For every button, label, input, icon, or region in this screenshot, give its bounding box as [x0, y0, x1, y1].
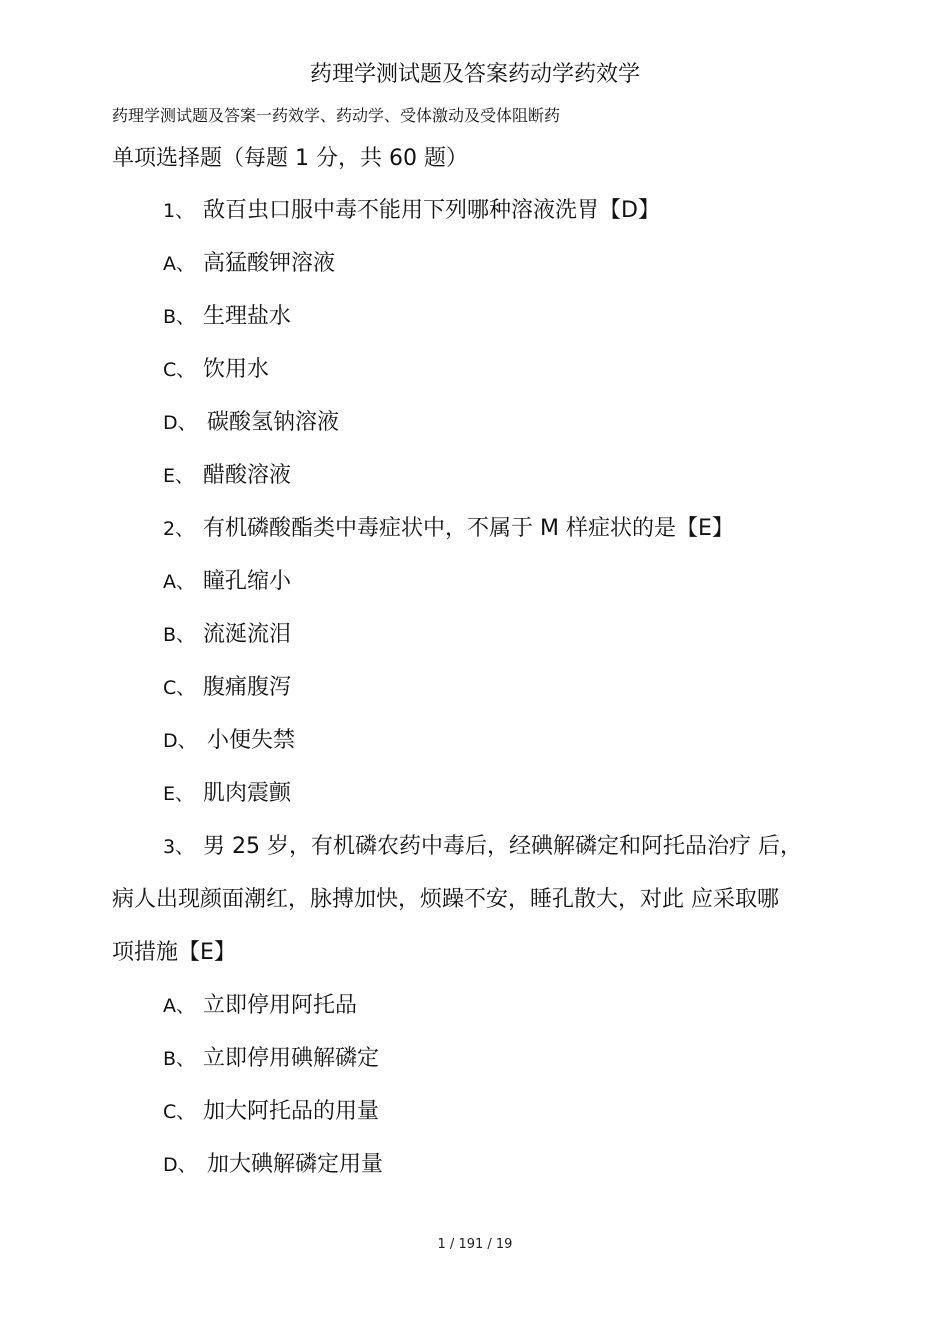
option-text: 加大阿托品的用量 — [203, 1099, 380, 1124]
option-letter: C、 — [163, 1101, 196, 1123]
question-number: 1、 — [163, 200, 195, 222]
question-1 — [163, 196, 660, 226]
question-number: 3、 — [163, 836, 195, 858]
option-letter: D、 — [163, 412, 197, 434]
option-letter: D、 — [163, 730, 197, 752]
option-2d — [163, 726, 295, 756]
option-2c — [163, 673, 291, 703]
question-text: 敌百虫口服中毒不能用下列哪种溶液洗胃【D】 — [203, 198, 660, 223]
option-text: 瞳孔缩小 — [203, 569, 292, 594]
question-text: 有机磷酸酯类中毒症状中，不属于 M 样症状的是【E】 — [203, 516, 734, 541]
option-text: 小便失禁 — [207, 728, 296, 753]
option-3c — [163, 1097, 379, 1127]
option-1a — [163, 249, 335, 279]
option-3d — [163, 1150, 383, 1180]
question-3 — [163, 832, 802, 862]
option-letter: C、 — [163, 677, 196, 699]
option-text: 碳酸氢钠溶液 — [207, 410, 340, 435]
option-letter: A、 — [163, 571, 195, 593]
question-text-line-1: 男 25 岁，有机磷农药中毒后，经碘解磷定和阿托品治疗 后， — [203, 834, 802, 859]
option-text: 生理盐水 — [203, 304, 292, 329]
option-1e — [163, 461, 291, 491]
page-number: 1 / 191 / 19 — [437, 1237, 513, 1252]
option-letter: B、 — [163, 1048, 196, 1070]
option-letter: C、 — [163, 359, 196, 381]
option-3a — [163, 991, 357, 1021]
option-letter: A、 — [163, 995, 195, 1017]
section-heading: 单项选择题（每题 1 分，共 60 题） — [112, 146, 468, 171]
option-text: 肌肉震颤 — [203, 781, 292, 806]
option-2e — [163, 779, 291, 809]
option-text: 醋酸溶液 — [203, 463, 292, 488]
option-text: 高猛酸钾溶液 — [203, 251, 336, 276]
option-text: 加大碘解磷定用量 — [207, 1152, 384, 1177]
option-text: 腹痛腹泻 — [203, 675, 292, 700]
option-2b — [163, 620, 291, 650]
question-3-continuation: 病人出现颜面潮红，脉搏加快，烦躁不安，睡孔散大，对此 应采取哪 — [112, 887, 779, 912]
document-subtitle: 药理学测试题及答案一药效学、药动学、受体激动及受体阻断药 — [112, 106, 561, 125]
option-2a — [163, 567, 291, 597]
option-text: 立即停用阿托品 — [203, 993, 358, 1018]
option-letter: A、 — [163, 253, 195, 275]
option-1c — [163, 355, 269, 385]
option-3b — [163, 1044, 379, 1074]
question-2 — [163, 514, 734, 544]
option-text: 立即停用碘解磷定 — [203, 1046, 380, 1071]
option-letter: E、 — [163, 465, 195, 487]
document-title: 药理学测试题及答案药动学药效学 — [309, 62, 640, 87]
question-3-continuation-2: 项措施【E】 — [112, 940, 236, 965]
option-letter: D、 — [163, 1154, 197, 1176]
option-letter: E、 — [163, 783, 195, 805]
question-number: 2、 — [163, 518, 195, 540]
option-letter: B、 — [163, 306, 196, 328]
option-letter: B、 — [163, 624, 196, 646]
option-text: 流涎流泪 — [203, 622, 292, 647]
option-1d — [163, 408, 339, 438]
option-text: 饮用水 — [203, 357, 270, 382]
option-1b — [163, 302, 291, 332]
